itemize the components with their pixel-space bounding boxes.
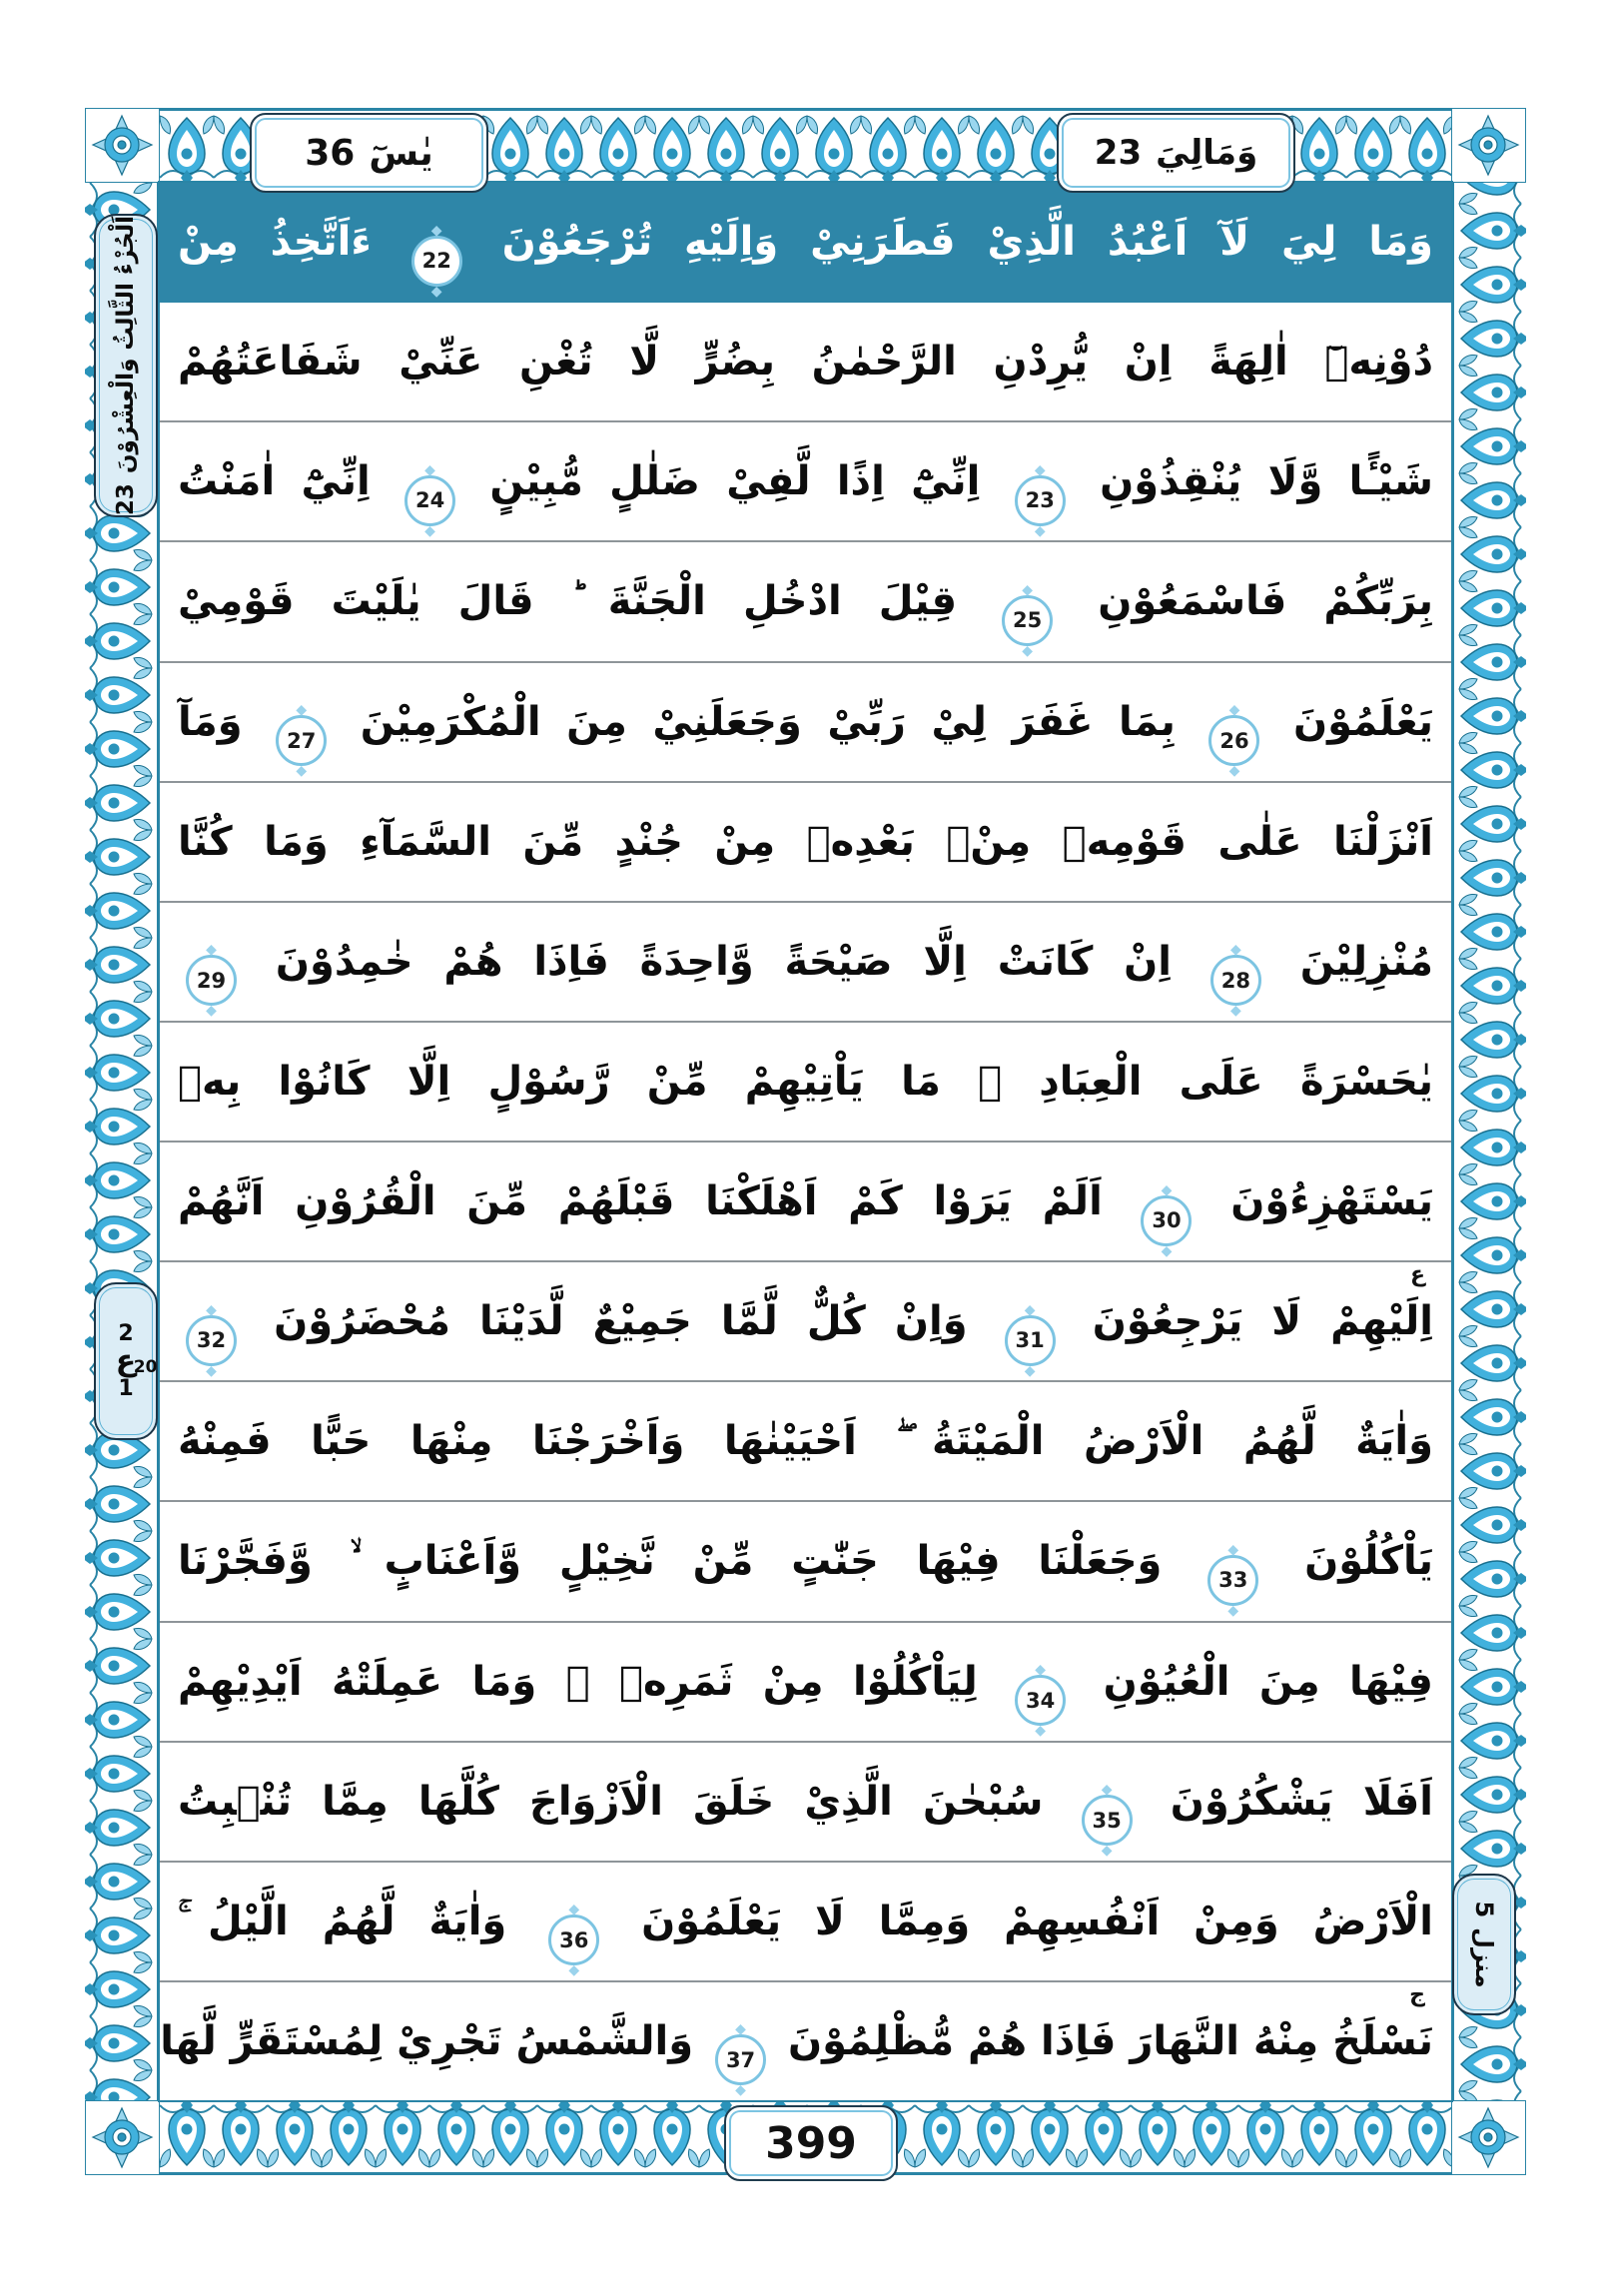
verse-number-medallion: ◆ 25 ◆ [1002,595,1053,646]
ayah-text: نَسْلَخُ مِنْهُ النَّهَارَ فَاِذَا هُمْ مُّظْلِمُوْنَ [787,2017,1433,2064]
quran-line [160,422,1451,542]
pause-mark: ج [1409,1981,1425,2007]
ayah-text: وَجَعَلْنَا فِيْهَا جَنّٰتٍ مِّنْ نَّخِيْلٍ وَّاَعْنَابٍ ۙ وَّفَجَّرْنَا [178,1538,1163,1585]
verse-number-medallion: ◆ 27 ◆ [276,715,327,766]
quran-line [160,1023,1451,1143]
text-area [160,183,1451,2100]
border-corner-top-left [85,108,160,183]
surah-header-tab [250,113,488,193]
ruku-bottom-number: 1 [118,1375,134,1401]
verse-number-medallion: ◆ 33 ◆ [1207,1555,1258,1606]
juz-side-text: اَلْجُزْءُ الثَّالِثُ وَالْعِشْرُوْنَ [113,215,139,474]
border-ornament-right [1451,183,1526,2100]
ayah-line-text [178,783,1433,901]
verse-number-medallion: ◆ 22 ◆ [411,236,462,287]
ayah-line-text [178,1502,1433,1620]
ayah-text: مُنْزِلِيْنَ [1299,938,1434,985]
ruku-marker [94,1282,158,1440]
ayah-text: يَاْكُلُوْنَ [1304,1538,1433,1585]
ruku-ain-symbol: ع 20 [115,1343,158,1379]
ayah-text: اِنِّيْٓ اِذًا لَّفِيْ ضَلٰلٍ مُّبِيْنٍ [489,458,981,505]
quran-line [160,1143,1451,1262]
ayah-text: سُبْحٰنَ الَّذِيْ خَلَقَ الْاَزْوَاجَ كُلَّهَا مِمَّا تُنْۢبِتُ [178,1778,1044,1825]
quran-line [160,183,1451,303]
verse-number-medallion: ◆ 24 ◆ [404,475,455,526]
ayah-text: اِلَيْهِمْ لَا يَرْجِعُوْنَ [1092,1298,1433,1345]
ayah-text: اِنِّيْٓ اٰمَنْتُ [178,458,371,505]
verse-number-medallion: ◆ 34 ◆ [1015,1675,1066,1726]
quran-line [160,1262,1451,1382]
ayah-line-text [160,1982,1433,2100]
quran-line [160,783,1451,903]
ayah-text: اِنْ كَانَتْ اِلَّا صَيْحَةً وَّاحِدَةً فَاِذَا هُمْ خٰمِدُوْنَ [275,938,1173,985]
quran-line [160,1502,1451,1622]
ayah-text: وَمَا لِيَ لَآ اَعْبُدُ الَّذِيْ فَطَرَنِيْ وَاِلَيْهِ تُرْجَعُوْنَ [501,219,1433,265]
quran-line [160,1743,1451,1863]
manzil-text: منزل [1470,1927,1498,1988]
ayah-line-text [178,663,1433,781]
border-corner-top-right [1451,108,1526,183]
ayah-text: وَاِنْ كُلٌّ لَّمَّا جَمِيْعٌ لَّدَيْنَا مُحْضَرُوْنَ [274,1298,968,1345]
border-corner-bottom-left [85,2100,160,2175]
ayah-text: شَيْـًٔا وَّلَا يُنْقِذُوْنِ [1100,458,1434,505]
ayah-text: يَسْتَهْزِءُوْنَ [1230,1178,1433,1224]
verse-number-medallion: ◆ 35 ◆ [1082,1795,1133,1846]
ruku-top-number: 2 [118,1321,134,1347]
ayah-line-text [178,1262,1433,1380]
manzil-side-label [1452,1874,1516,2015]
ayah-line-text [178,903,1433,1021]
quran-line [160,663,1451,783]
surah-number: 36 [305,132,356,174]
ayah-text: قِيْلَ ادْخُلِ الْجَنَّةَ ؕ قَالَ يٰلَيْتَ قَوْمِيْ [178,578,958,625]
verse-number-medallion: ◆ 32 ◆ [186,1315,237,1366]
ayah-text: ءَاَتَّخِذُ مِنْ [178,219,372,265]
border-corner-bottom-right [1451,2100,1526,2175]
manzil-number: 5 [1470,1901,1498,1918]
ayah-text: وَمَآ [178,698,243,745]
ruku-count: 20 [133,1357,158,1378]
ayah-text: يٰحَسْرَةً عَلَى الْعِبَادِ ۚ مَا يَاْتِيْهِمْ مِّنْ رَّسُوْلٍ اِلَّا كَانُوْا بِهٖ [178,1058,1433,1105]
ayah-text: اَلَمْ يَرَوْا كَمْ اَهْلَكْنَا قَبْلَهُمْ مِّنَ الْقُرُوْنِ اَنَّهُمْ [178,1178,1103,1224]
pause-mark: ع [1409,1262,1425,1288]
surah-name: يٰسٓ [369,132,433,174]
ayah-text: بِمَا غَفَرَ لِيْ رَبِّيْ وَجَعَلَنِيْ مِنَ الْمُكْرَمِيْنَ [360,698,1176,745]
ayah-text: وَالشَّمْسُ تَجْرِيْ لِمُسْتَقَرٍّ لَّهَا [160,2017,694,2064]
ayah-line-text [178,542,1433,660]
juz-start-word: وَمَالِيَ [1156,133,1258,173]
quran-line [160,1863,1451,1982]
quran-line [160,542,1451,662]
juz-header-tab [1057,113,1295,193]
verse-number-medallion: ◆ 23 ◆ [1015,475,1066,526]
ayah-text: بِرَبِّكُمْ فَاسْمَعُوْنِ [1098,578,1433,625]
ayah-text: وَاٰيَةٌ لَّهُمُ الْاَرْضُ الْمَيْتَةُ ۖ اَحْيَيْنٰهَا وَاَخْرَجْنَا مِنْهَا حَبًّا فَمِنْهُ [178,1418,1433,1465]
ayah-text: وَاٰيَةٌ لَّهُمُ الَّيْلُ ۚ [178,1898,507,1944]
ayah-text: دُوْنِهٖٓ اٰلِهَةً اِنْ يُّرِدْنِ الرَّحْمٰنُ بِضُرٍّ لَّا تُغْنِ عَنِّيْ شَفَاعَتُهُمْ [178,339,1433,385]
ayah-line-text [178,1143,1433,1260]
ayah-text: لِيَاْكُلُوْا مِنْ ثَمَرِهٖ ۙ وَمَا عَمِلَتْهُ اَيْدِيْهِمْ [178,1658,978,1705]
ayah-text: اَفَلَا يَشْكُرُوْنَ [1170,1778,1433,1825]
verse-number-medallion: ◆ 37 ◆ [715,2034,766,2085]
quran-line [160,1623,1451,1743]
quran-line [160,1382,1451,1502]
juz-number: 23 [1094,133,1143,173]
ayah-line-text [178,1382,1433,1500]
ayah-line-text [178,1743,1433,1861]
ayah-line-text [178,183,1433,301]
ayah-line-text [178,1623,1433,1741]
verse-number-medallion: ◆ 29 ◆ [186,955,237,1006]
juz-side-number: 23 [113,483,139,516]
quran-line [160,903,1451,1023]
ayah-text: اَنْزَلْنَا عَلٰى قَوْمِهٖ مِنْۢ بَعْدِهٖ مِنْ جُنْدٍ مِّنَ السَّمَآءِ وَمَا كُنَّا [178,818,1433,865]
juz-side-label [94,214,158,517]
ayah-text: يَعْلَمُوْنَ [1293,698,1433,745]
verse-number-medallion: ◆ 30 ◆ [1141,1195,1192,1246]
verse-number-medallion: ◆ 26 ◆ [1208,715,1259,766]
ayah-text: فِيْهَا مِنَ الْعُيُوْنِ [1103,1658,1434,1705]
verse-number-medallion: ◆ 36 ◆ [548,1914,599,1965]
quran-line [160,1982,1451,2100]
page-number-tab [724,2105,898,2181]
verse-number-medallion: ◆ 31 ◆ [1005,1315,1056,1366]
quran-line [160,303,1451,422]
ayah-line-text [178,303,1433,420]
page-number: 399 [765,2117,857,2169]
ayah-text: الْاَرْضُ وَمِنْ اَنْفُسِهِمْ وَمِمَّا لَا يَعْلَمُوْنَ [641,1898,1433,1944]
ayah-line-text [178,1863,1433,1980]
ayah-line-text [178,422,1433,540]
verse-number-medallion: ◆ 28 ◆ [1210,955,1261,1006]
ayah-line-text [178,1023,1433,1141]
